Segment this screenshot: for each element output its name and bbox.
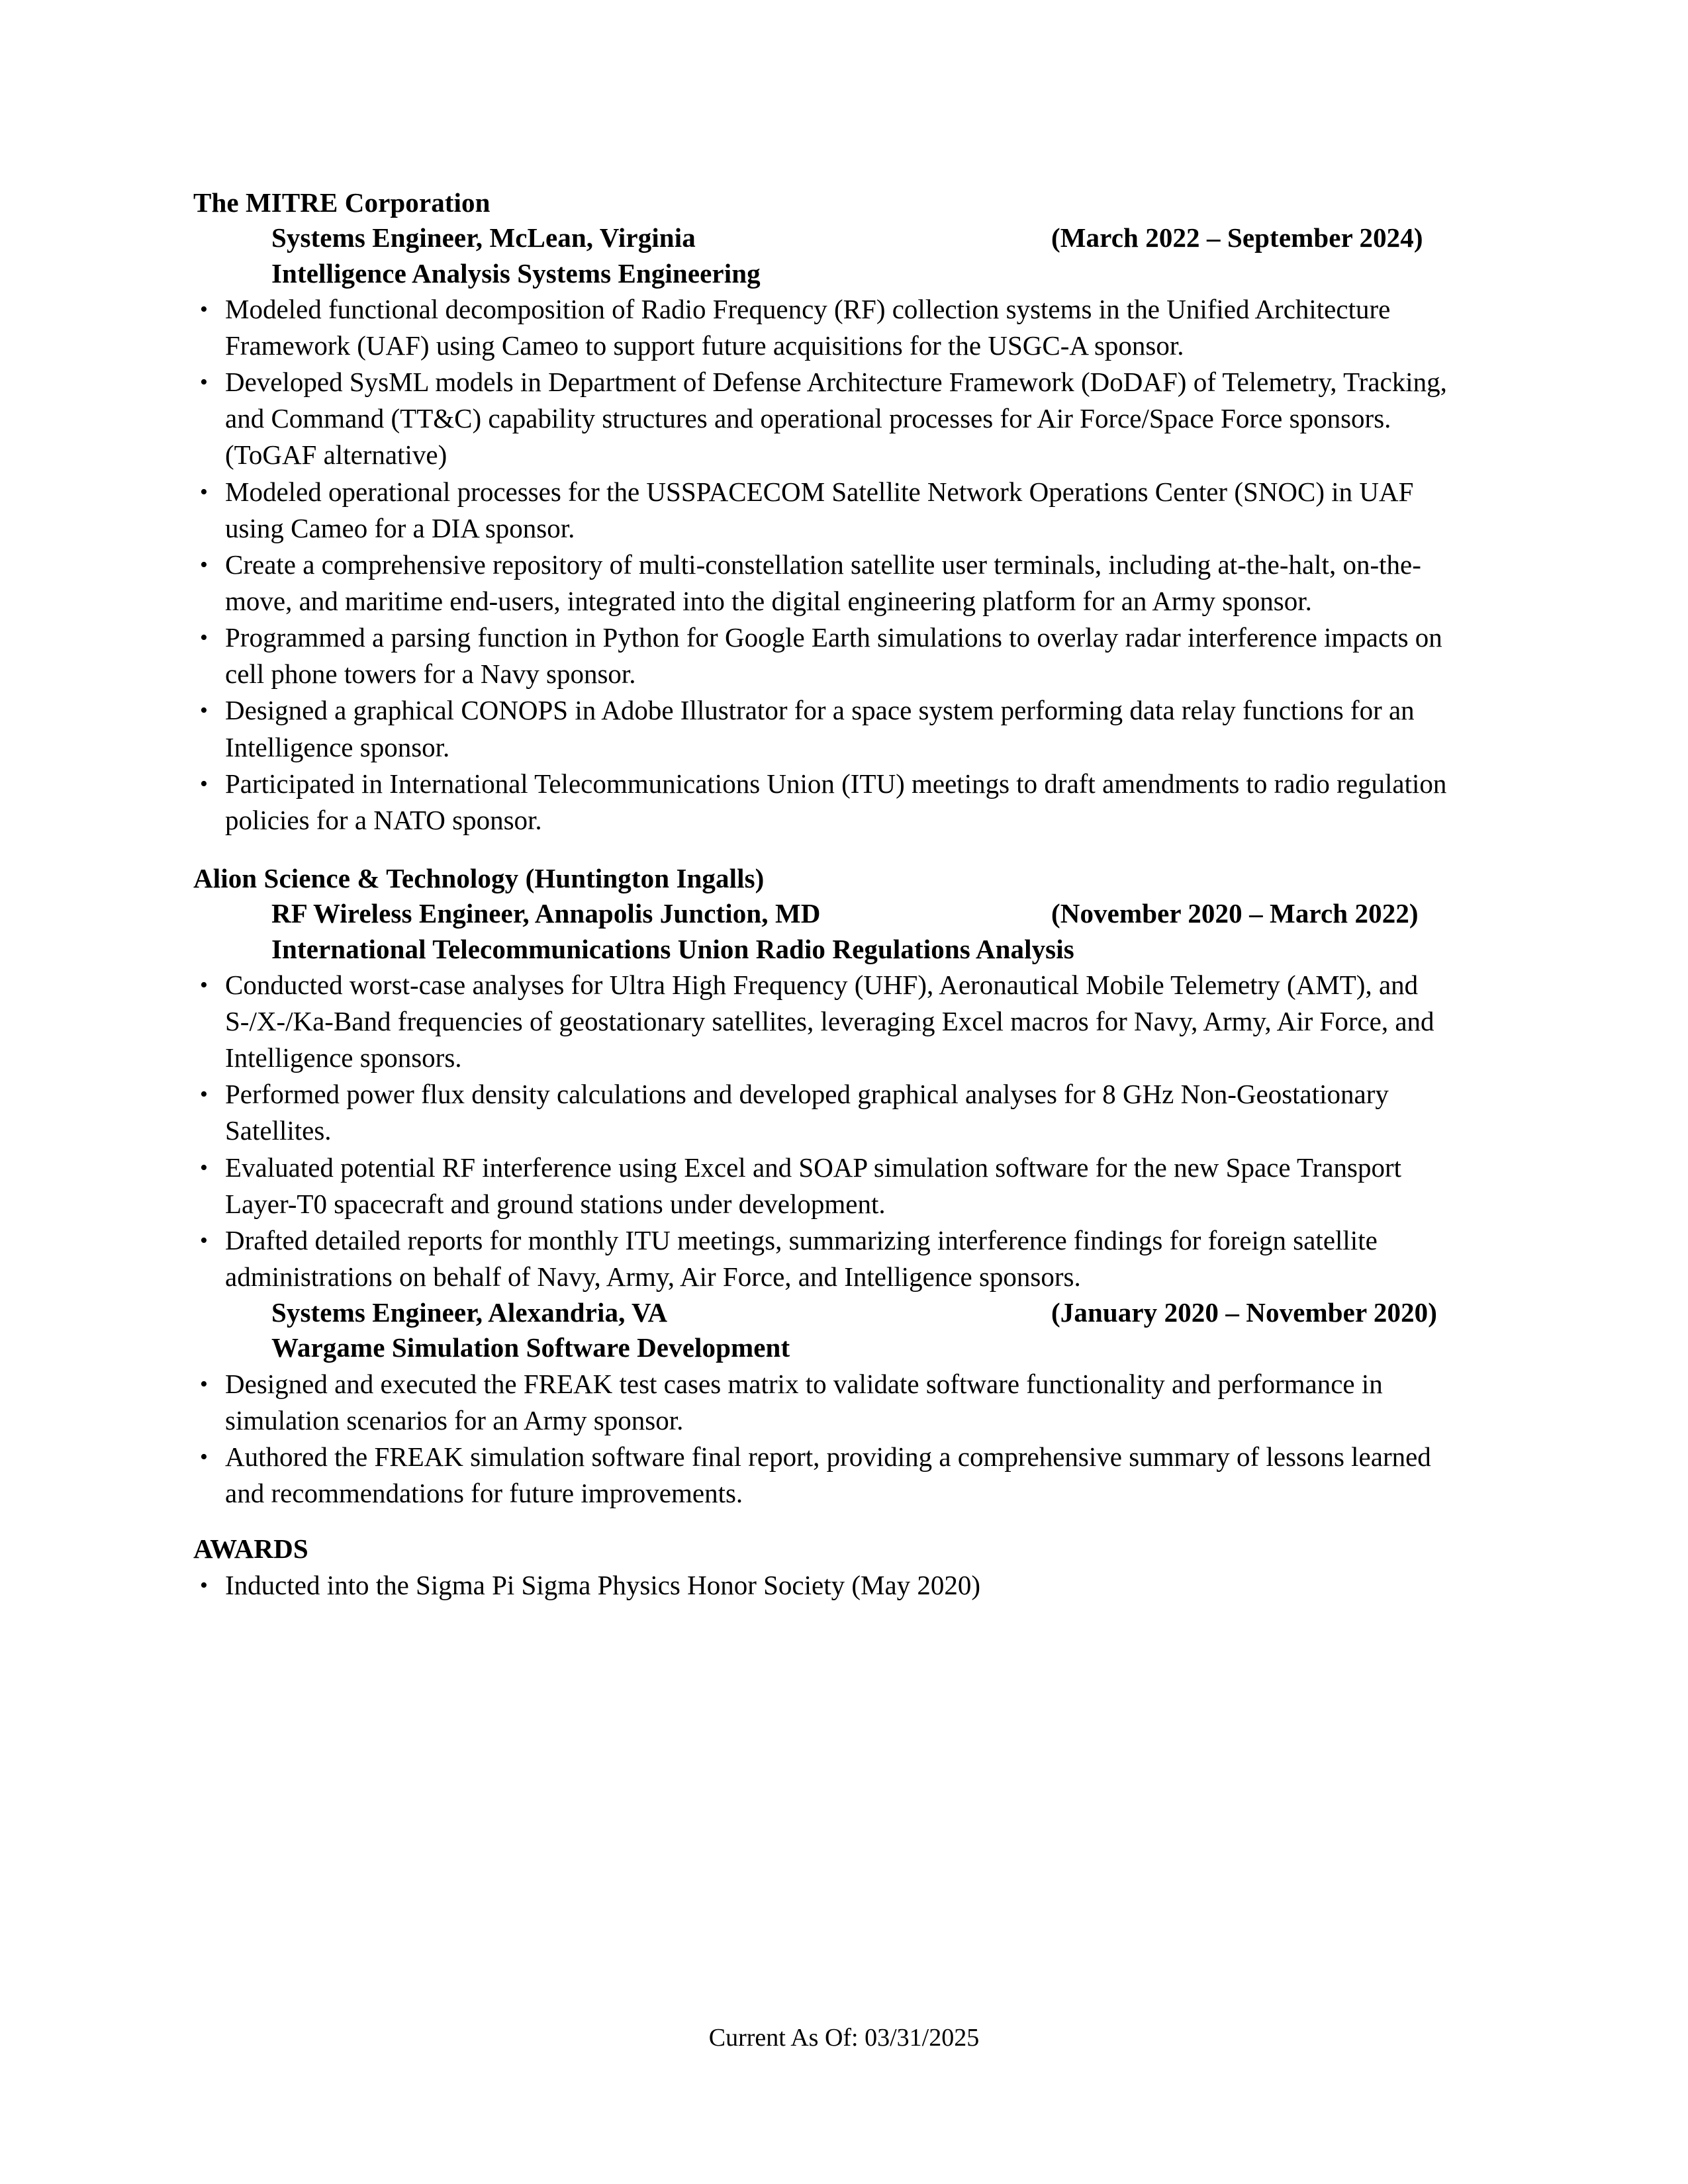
list-item: • Authored the FREAK simulation software final report, providing a comprehensive summary of lessons learned and recommendations for future improvements.	[193, 1439, 1459, 1512]
project-title: Wargame Simulation Software Development	[271, 1332, 790, 1363]
list-item: • Programmed a parsing function in Python for Google Earth simulations to overlay radar interference impacts on cell phone towers for a Navy sponsor.	[193, 619, 1459, 692]
project-title: International Telecommunications Union Radio Regulations Analysis	[271, 933, 1074, 964]
list-item: • Conducted worst-case analyses for Ultra High Frequency (UHF), Aeronautical Mobile Telemetry (AMT), and S-/X-/Ka-Band frequencies of geostationary satellites, leveraging Excel macros for Navy, Army, Air Force, and Intelligence sponsors.	[193, 967, 1459, 1076]
bullet-list	[193, 1366, 1459, 1512]
role-line	[271, 220, 1459, 255]
list-item: • Modeled functional decomposition of Radio Frequency (RF) collection systems in the Unified Architecture Framework (UAF) using Cameo to support future acquisitions for the USGC-A sponsor.	[193, 291, 1459, 364]
section-title: AWARDS	[193, 1533, 308, 1565]
list-item: • Drafted detailed reports for monthly ITU meetings, summarizing interference findings for foreign satellite administrations on behalf of Navy, Army, Air Force, and Intelligence sponsors.	[193, 1222, 1459, 1295]
list-item: • Participated in International Telecommunications Union (ITU) meetings to draft amendments to radio regulation policies for a NATO sponsor.	[193, 766, 1459, 839]
experience-entry-wargame	[193, 1295, 1459, 1512]
bullet-list	[193, 291, 1459, 839]
list-item: • Modeled operational processes for the USSPACECOM Satellite Network Operations Center (SNOC) in UAF using Cameo for a DIA sponsor.	[193, 474, 1459, 547]
page-footer: Current As Of: 03/31/2025	[708, 2024, 980, 2052]
list-item: • Inducted into the Sigma Pi Sigma Physics Honor Society (May 2020)	[193, 1567, 1459, 1604]
resume-content	[193, 185, 1459, 1604]
role-title: Systems Engineer, McLean, Virginia	[271, 222, 696, 253]
section-spacer	[193, 1512, 1459, 1531]
awards-section	[193, 1531, 1459, 1603]
role-line	[271, 896, 1459, 931]
experience-entry-alion	[193, 861, 1459, 1295]
list-item: • Create a comprehensive repository of multi-constellation satellite user terminals, including at-the-halt, on-the-move, and maritime end-users, integrated into the digital engineering platform for an Army sponsor.	[193, 547, 1459, 619]
role-title: RF Wireless Engineer, Annapolis Junction, MD	[271, 898, 821, 929]
list-item: • Designed and executed the FREAK test cases matrix to validate software functionality and performance in simulation scenarios for an Army sponsor.	[193, 1366, 1459, 1439]
company-name: Alion Science & Technology (Huntington Ingalls)	[193, 863, 765, 893]
list-item: • Developed SysML models in Department of Defense Architecture Framework (DoDAF) of Telemetry, Tracking, and Command (TT&C) capability structures and operational processes for Air Force/Space Force sponsors. (ToGAF alternative)	[193, 364, 1459, 473]
list-item: • Designed a graphical CONOPS in Adobe Illustrator for a space system performing data relay functions for an Intelligence sponsor.	[193, 692, 1459, 765]
bullet-list	[193, 967, 1459, 1295]
company-name: The MITRE Corporation	[193, 187, 491, 218]
role-title: Systems Engineer, Alexandria, VA	[271, 1297, 668, 1328]
list-item: • Evaluated potential RF interference using Excel and SOAP simulation software for the new Space Transport Layer-T0 spacecraft and ground stations under development.	[193, 1150, 1459, 1222]
role-dates: (November 2020 – March 2022)	[1051, 898, 1419, 929]
role-dates: (January 2020 – November 2020)	[1051, 1297, 1438, 1328]
experience-entry-mitre	[193, 185, 1459, 839]
role-dates: (March 2022 – September 2024)	[1051, 222, 1423, 253]
role-line	[271, 1295, 1459, 1330]
list-item: • Performed power flux density calculations and developed graphical analyses for 8 GHz Non-Geostationary Satellites.	[193, 1076, 1459, 1149]
project-title: Intelligence Analysis Systems Engineering	[271, 257, 761, 289]
section-spacer	[193, 839, 1459, 861]
awards-list	[193, 1567, 1459, 1604]
